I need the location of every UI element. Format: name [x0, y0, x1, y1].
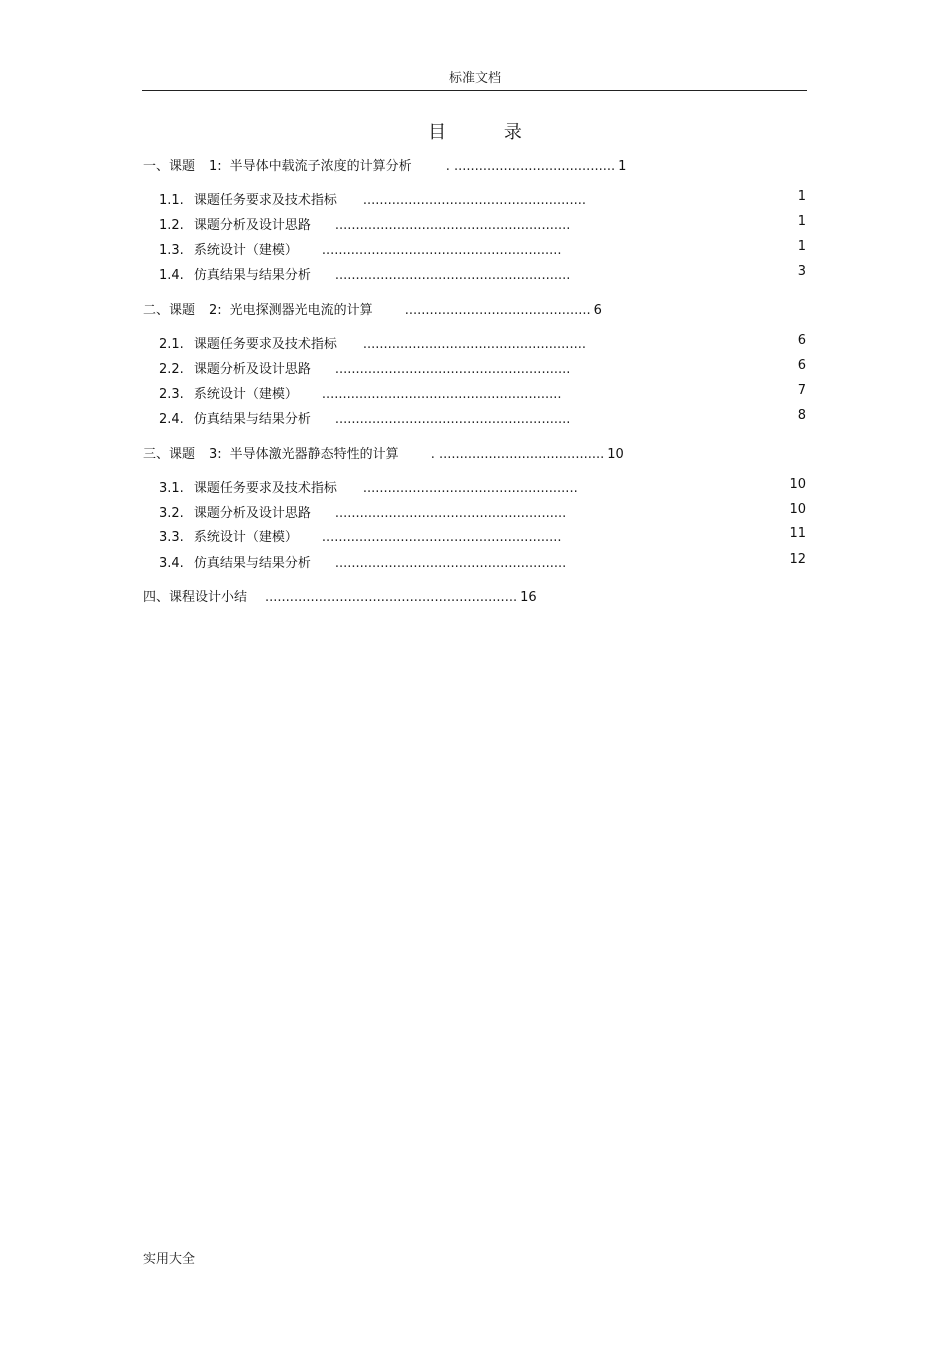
section-leader-dots: ........................................................ — [334, 556, 567, 571]
toc-chapter-3[interactable] — [143, 443, 624, 462]
section-number: 1.2. — [159, 218, 184, 233]
section-page: 10 — [789, 502, 806, 517]
section-number: 1.3. — [159, 243, 184, 258]
section-leader-dots: .......................................................... — [321, 387, 562, 402]
section-leader-dots: ......................................................... — [334, 412, 571, 427]
section-number: 2.4. — [159, 412, 184, 427]
page-footer: 实用大全 — [143, 1252, 196, 1267]
section-leader-dots: ...................................................... — [362, 193, 586, 208]
section-leader-dots: ........................................................ — [334, 506, 567, 521]
section-number: 1.4. — [159, 268, 184, 283]
chapter-leader-dots: ............................................. — [404, 303, 591, 318]
section-page: 3 — [797, 264, 806, 279]
toc-section-2-4[interactable] — [159, 408, 570, 427]
section-number: 3.1. — [159, 481, 184, 496]
toc-section-1-2[interactable] — [159, 214, 570, 233]
section-number: 2.2. — [159, 362, 184, 377]
section-title: 仿真结果与结果分析 — [193, 556, 311, 571]
toc-section-3-4[interactable] — [159, 552, 566, 571]
chapter-title: 半导体中载流子浓度的计算分析 — [229, 159, 412, 174]
chapter-title: 半导体激光器静态特性的计算 — [229, 447, 399, 462]
section-page: 8 — [797, 408, 806, 423]
toc-section-1-4[interactable] — [159, 264, 570, 283]
section-leader-dots: .................................................... — [362, 481, 578, 496]
section-title: 仿真结果与结果分析 — [193, 412, 311, 427]
toc-section-2-1[interactable] — [159, 333, 586, 352]
section-leader-dots: .......................................................... — [321, 530, 562, 545]
chapter-prefix: 一、课题 — [143, 159, 196, 174]
chapter-number: 2: — [209, 303, 222, 318]
section-number: 3.2. — [159, 506, 184, 521]
section-page: 1 — [797, 189, 806, 204]
section-page: 6 — [797, 358, 806, 373]
section-title: 课题分析及设计思路 — [193, 218, 311, 233]
summary-title: 四、课程设计小结 — [143, 590, 248, 605]
section-number: 2.1. — [159, 337, 184, 352]
section-title: 系统设计（建模） — [193, 243, 298, 258]
section-title: 课题任务要求及技术指标 — [193, 193, 337, 208]
section-page: 6 — [797, 333, 806, 348]
toc-chapter-1[interactable] — [143, 155, 626, 174]
summary-page: 16 — [520, 590, 537, 605]
toc-section-3-1[interactable] — [159, 477, 578, 496]
page-header: 标准文档 — [448, 71, 501, 86]
section-title: 课题任务要求及技术指标 — [193, 481, 337, 496]
toc-title: 目 录 — [428, 122, 548, 143]
section-page: 1 — [797, 214, 806, 229]
toc-chapter-2[interactable] — [143, 299, 602, 318]
chapter-title: 光电探测器光电流的计算 — [229, 303, 373, 318]
section-page: 7 — [797, 383, 806, 398]
chapter-number: 1: — [209, 159, 222, 174]
chapter-page: 1 — [618, 159, 627, 174]
toc-section-2-3[interactable] — [159, 383, 562, 402]
section-leader-dots: ...................................................... — [362, 337, 586, 352]
toc-section-3-3[interactable] — [159, 526, 562, 545]
toc-section-2-2[interactable] — [159, 358, 570, 377]
chapter-page: 6 — [593, 303, 602, 318]
chapter-number: 3: — [209, 447, 222, 462]
section-title: 课题分析及设计思路 — [193, 362, 311, 377]
chapter-prefix: 二、课题 — [143, 303, 196, 318]
section-number: 2.3. — [159, 387, 184, 402]
chapter-leader-dots: . ........................................ — [430, 447, 605, 462]
section-leader-dots: ......................................................... — [334, 218, 571, 233]
section-title: 课题任务要求及技术指标 — [193, 337, 337, 352]
section-title: 系统设计（建模） — [193, 387, 298, 402]
section-leader-dots: ......................................................... — [334, 268, 571, 283]
chapter-prefix: 三、课题 — [143, 447, 196, 462]
chapter-leader-dots: . ....................................... — [445, 159, 616, 174]
section-page: 10 — [789, 477, 806, 492]
section-number: 3.3. — [159, 530, 184, 545]
section-number: 1.1. — [159, 193, 184, 208]
section-page: 12 — [789, 552, 806, 567]
chapter-page: 10 — [607, 447, 624, 462]
summary-leader-dots: ............................................................. — [265, 590, 518, 605]
header-divider — [142, 90, 807, 91]
toc-summary[interactable] — [143, 586, 537, 605]
section-leader-dots: ......................................................... — [334, 362, 571, 377]
toc-section-1-3[interactable] — [159, 239, 562, 258]
section-page: 11 — [789, 526, 806, 541]
section-title: 系统设计（建模） — [193, 530, 298, 545]
section-title: 课题分析及设计思路 — [193, 506, 311, 521]
section-leader-dots: .......................................................... — [321, 243, 562, 258]
section-number: 3.4. — [159, 556, 184, 571]
toc-section-3-2[interactable] — [159, 502, 566, 521]
section-page: 1 — [797, 239, 806, 254]
section-title: 仿真结果与结果分析 — [193, 268, 311, 283]
toc-section-1-1[interactable] — [159, 189, 586, 208]
